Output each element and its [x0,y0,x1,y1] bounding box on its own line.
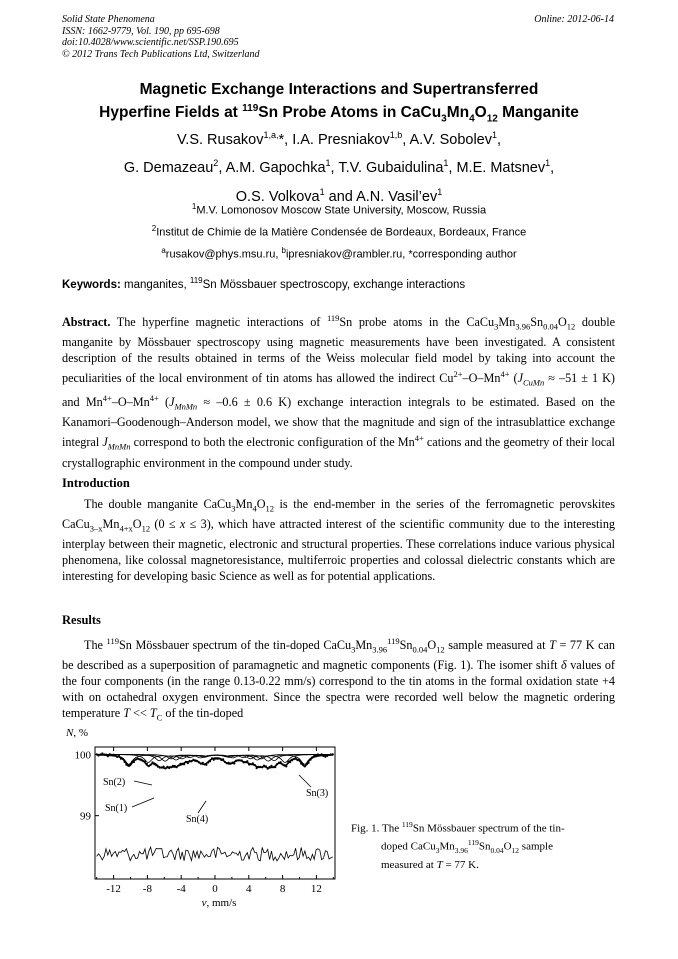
data-point [269,766,271,768]
introduction-text: The double manganite $CaCu_3Mn_4O_{12}$ is the end-member in the series of the ferromagnetic perovskites $CaCu_{3-x}Mn_{4+x}O_{12}$ (0 ≤ x ≤ 3), which have attracted interest of the scientific community due to the interesting interplay between their magnetic, electronic and structural properties. These correlations induce various physical phenomena, like colossal magnetoresistance, multiferroic properties and colossal dielectric constants which are interesting for developing basic Science as well as for potential applications. [62,497,616,584]
residual-curve [97,847,333,861]
data-point [118,755,120,757]
y-axis-label: N, % [66,727,89,739]
data-point [218,758,220,760]
data-point [166,766,168,768]
data-point [313,755,315,757]
data-point [97,754,99,756]
y-tick-label: 100 [74,749,91,762]
data-point [259,766,261,768]
data-point [144,760,146,762]
data-point [163,766,165,768]
component-label: Sn(4) [186,814,209,825]
data-point [304,765,306,767]
data-point [103,753,105,755]
data-point [308,762,310,764]
data-point [140,759,142,761]
data-point [317,753,319,755]
data-point [322,755,324,757]
data-point [168,767,170,769]
data-point [127,764,129,766]
keywords: Keywords: manganites, $^{119}$Sn Mössbauer spectroscopy, exchange interactions [62,276,466,291]
data-point [229,762,231,764]
data-point [192,759,194,761]
x-tick-label: -4 [176,883,186,895]
author-line-1: V.S. Rusakov$^{1,a,}$*, I.A. Presniakov$^{1,b}$, A.V. Sobolev$^1$, [176,130,502,148]
data-point [170,766,172,768]
component-label: Sn(1) [105,803,128,814]
paper-title [40,80,638,128]
x-tick-label: -8 [142,883,152,895]
data-point [185,761,187,763]
data-point [105,754,107,756]
data-point [302,763,304,765]
data-point [109,753,111,755]
data-point [174,765,176,767]
data-point [133,761,135,763]
data-point [239,759,241,761]
data-point [261,766,263,768]
caption-line-1: Fig. 1. The $^{119}$Sn Mössbauer spectrum of the tin- [351,820,565,835]
data-point [198,761,200,763]
data-point [153,763,155,765]
data-point [112,754,114,756]
doi: doi:10.4028/www.scientific.net/SSP.190.695 [62,37,239,48]
data-point [159,767,161,769]
data-point [295,757,297,759]
data-point [280,761,282,763]
data-point [211,757,213,759]
data-point [282,763,284,765]
mossbauer-spectrum-chart [56,727,346,937]
data-point [330,753,332,755]
data-point [157,766,159,768]
component-label: Sn(2) [103,777,126,788]
x-tick-label: 0 [212,883,218,895]
caption-line-2: doped $CaCu_3Mn_{3.96}^{119}Sn_{0.04}O_{12}$ sample [381,837,553,855]
data-point [309,759,311,761]
title-line-2: Hyperfine Fields at $^{119}$Sn Probe Atoms in $CaCu_3Mn_4O_{12}$ Manganite [99,103,579,125]
results-text: The $^{119}$Sn Mössbauer spectrum of the tin-doped $CaCu_3Mn_{3.96}^{119}Sn_{0.04}O_{12}$ sample measured at T = 77 K can be described as a superposition of paramagnetic and magnetic components (Fig. 1). The isomer shift δ values of the four components (in the range 0.13-0.22 mm/s) correspond to the tin atoms in the formal oxidation state +4 with on octahedral oxygen environment. Since the spectra were recorded well below the magnetic ordering temperature $T << T_C$ of the tin-doped [62,636,615,723]
data-point [256,767,258,769]
data-point [150,764,152,766]
data-point [172,765,174,767]
data-point [250,763,252,765]
title-line-1: Magnetic Exchange Interactions and Supertransferred [139,81,539,98]
data-point [254,764,256,766]
data-point [300,763,302,765]
data-point [129,763,131,765]
data-point [203,763,205,765]
data-point [216,758,218,760]
data-point [248,763,250,765]
data-point [222,758,224,760]
data-point [155,764,157,766]
data-point [148,765,150,767]
data-point [187,762,189,764]
data-point [274,766,276,768]
data-point [306,763,308,765]
data-point [131,761,133,763]
data-point [202,762,204,764]
x-axis-label: v, mm/s [201,897,237,909]
data-point [200,763,202,765]
data-point [293,758,295,760]
x-tick-label: 12 [310,883,322,895]
data-point [137,757,139,759]
data-point [332,753,334,755]
data-point [265,765,267,767]
online-date: Online: 2012-06-14 [534,14,614,25]
author-emails: $^a$rusakov@phys.msu.ru, $^b$ipresniakov@rambler.ru, *corresponding author [161,246,517,261]
affiliation-2: $^2$Institut de Chimie de la Matière Condensée de Bordeaux, Bordeaux, France [151,224,527,239]
data-point [183,763,185,765]
data-point [114,754,116,756]
data-point [257,766,259,768]
data-point [289,761,291,763]
data-point [246,760,248,762]
journal-header [62,14,260,60]
x-tick-label: -12 [106,883,121,895]
y-tick-label: 99 [80,810,91,823]
data-point [285,765,287,767]
data-point [107,755,109,757]
data-point [177,764,179,766]
component-label: Sn(3) [306,788,329,799]
label-leader-line [132,798,154,807]
author-line-3: O.S. Volkova$^1$ and A.N. $Vasil’ev^1$ [235,186,443,205]
data-point [176,766,178,768]
data-point [181,763,183,765]
introduction-heading: Introduction [62,476,130,490]
data-point [209,760,211,762]
data-point [233,762,235,764]
data-point [213,759,215,761]
data-point [241,759,243,761]
results-heading: Results [62,613,101,627]
data-point [263,765,265,767]
data-point [164,767,166,769]
data-point [276,763,278,765]
data-point [196,760,198,762]
data-point [194,760,196,762]
data-point [205,764,207,766]
data-point [189,760,191,762]
data-point [190,760,192,762]
data-point [122,758,124,760]
data-point [125,764,127,766]
label-leader-line [134,781,152,785]
data-point [146,763,148,765]
affiliation-1: $^1$M.V. Lomonosov Moscow State University, Moscow, Russia [191,202,487,217]
data-point [244,761,246,763]
data-point [151,761,153,763]
copyright: © 2012 Trans Tech Publications Ltd, Switzerland [62,48,260,60]
data-point [135,759,137,761]
data-point [99,753,101,755]
label-leader-line [299,775,311,787]
issn: ISSN: 1662-9779, Vol. 190, pp 695-698 [62,25,220,37]
author-line-2: G. Demazeau$^2$, A.M. Gapochka$^1$, T.V. Gubaidulina$^1$, M.E. Matsnev$^1$, [123,158,555,177]
data-point [226,762,228,764]
data-point [298,759,300,761]
data-point [116,756,118,758]
data-point [270,765,272,767]
author-list [30,124,648,209]
data-point [231,762,233,764]
data-point [235,760,237,762]
x-tick-label: 8 [279,883,286,895]
label-leader-line [198,801,206,813]
data-point [267,768,269,770]
data-point [283,764,285,766]
journal-name: Solid State Phenomena [62,14,155,25]
data-point [321,753,323,755]
data-point [291,759,293,761]
data-point [272,766,274,768]
abstract: Abstract. The hyperfine magnetic interactions of $^{119}$Sn probe atoms in the $CaCu_3Mn_{3.96}Sn_{0.04}O_{12}$ double manganite by Mössbauer spectroscopy using magnetic measurements have been investigated. A consistent description of the results obtained in terms of the Weiss molecular field model by taking into account the peculiarities of the local environment of tin atoms has allowed the indirect $Cu^{2+}-O-Mn^{4+}$ ($J_{CuMn} \approx -51 \pm 1$ K) and $Mn^{4+}-O-Mn^{4+}$ ($J_{MnMn} \approx -0.6 \pm 0.6$ K) exchange interaction integrals to be estimated. Based on the Kanamori–Goodenough–Anderson model, we show that the magnitude and sign of the intrasublattice exchange integral $J_{MnMn}$ correspond to both the electronic configuration of the $Mn^{4+}$ cations and the geometry of their local crystallographic environment in the compound under study. [62,313,615,470]
data-point [311,756,313,758]
data-point [326,755,328,757]
data-point [252,762,254,764]
data-point [207,761,209,763]
data-point [124,761,126,763]
figure-caption [351,818,609,872]
caption-line-3: measured at T = 77 K. [381,858,479,871]
x-tick-label: 4 [246,883,252,895]
